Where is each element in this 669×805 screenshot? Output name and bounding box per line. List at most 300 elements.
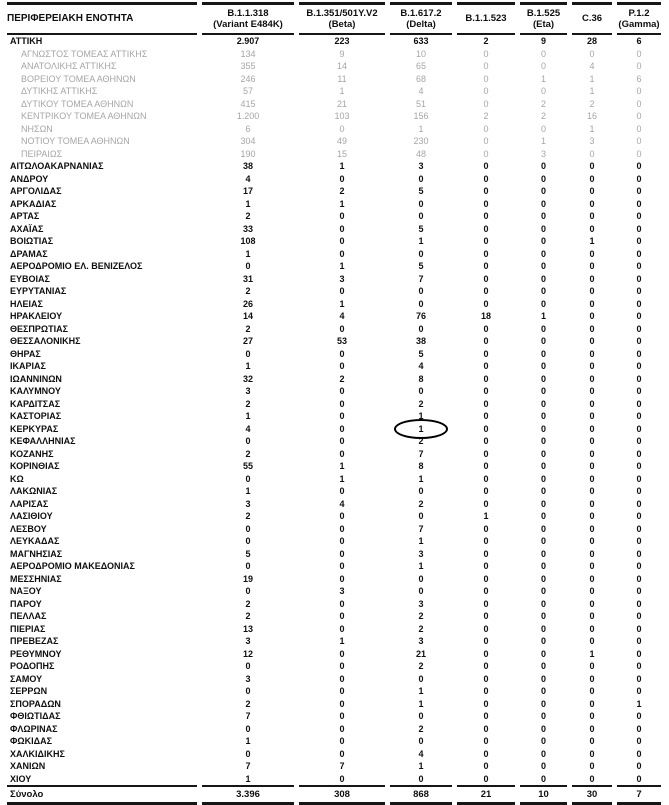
region-name: ΘΗΡΑΣ: [10, 348, 41, 359]
value-cell: 3: [418, 598, 424, 609]
value-cell: 2: [245, 398, 251, 409]
region-name: ΒΟΙΩΤΙΑΣ: [10, 236, 54, 246]
value-cell: 0: [483, 561, 489, 571]
value-cell: 32: [242, 373, 253, 384]
value-cell: 0: [540, 223, 546, 234]
value-cell: 1: [483, 511, 489, 521]
value-cell: 0: [540, 623, 546, 634]
value-cell: 2: [483, 36, 489, 46]
table-row: [7, 410, 661, 423]
table-row: [7, 460, 661, 473]
value-cell: 3: [245, 636, 251, 646]
value-cell: 0: [339, 386, 345, 396]
table-row: [7, 235, 661, 248]
column-header-variant: [617, 2, 661, 35]
value-cell: 0: [483, 61, 489, 71]
value-cell: 0: [339, 223, 345, 234]
value-cell: 0: [418, 573, 424, 584]
value-cell: 0: [483, 498, 489, 509]
value-cell: 0: [589, 498, 595, 509]
value-cell: 8: [418, 373, 424, 384]
value-cell: 0: [589, 223, 595, 234]
value-cell: 0: [636, 661, 642, 671]
value-cell: 0: [339, 536, 345, 546]
region-name: ΒΟΡΕΙΟΥ ΤΟΜΕΑ ΑΘΗΝΩΝ: [21, 73, 136, 84]
value-cell: 2: [245, 611, 251, 621]
value-cell: 190: [240, 148, 256, 159]
table-row: [7, 185, 661, 198]
value-cell: 0: [589, 323, 595, 334]
value-cell: 12: [242, 648, 253, 659]
value-cell: 0: [540, 773, 546, 784]
value-cell: 7: [418, 448, 424, 459]
value-cell: 0: [483, 48, 489, 59]
value-cell: 0: [636, 511, 642, 521]
table-row: [7, 123, 661, 136]
value-cell: 1: [418, 536, 424, 546]
value-cell: 0: [589, 561, 595, 571]
region-name: ΚΕΡΚΥΡΑΣ: [10, 423, 59, 434]
value-cell: 0: [636, 298, 642, 309]
value-cell: 0: [636, 636, 642, 646]
value-cell: 27: [242, 336, 253, 346]
value-cell: 19: [242, 573, 253, 584]
value-cell: 0: [636, 761, 642, 771]
value-cell: 0: [339, 611, 345, 621]
table-body: [7, 35, 661, 785]
value-cell: 0: [483, 423, 489, 434]
value-cell: 1: [418, 236, 424, 246]
value-cell: 0: [636, 48, 642, 59]
value-cell: 0: [589, 423, 595, 434]
value-cell: 0: [418, 511, 424, 521]
value-cell: 0: [540, 423, 546, 434]
value-cell: 0: [636, 198, 642, 209]
value-cell: 0: [540, 548, 546, 559]
value-cell: 3: [339, 273, 345, 284]
value-cell: 38: [242, 161, 253, 171]
value-cell: 0: [418, 586, 424, 596]
table-row: [7, 635, 661, 648]
value-cell: 0: [636, 561, 642, 571]
table-row: [7, 98, 661, 111]
table-row: [7, 310, 661, 323]
value-cell: 0: [589, 673, 595, 684]
value-cell: 0: [483, 323, 489, 334]
value-cell: 38: [415, 336, 426, 346]
value-cell: 0: [540, 211, 546, 221]
value-cell: 49: [336, 136, 347, 146]
table-row: [7, 585, 661, 598]
value-cell: 0: [245, 686, 251, 696]
value-cell: 0: [483, 586, 489, 596]
value-cell: 0: [589, 761, 595, 771]
value-cell: 0: [540, 248, 546, 259]
region-name: ΣΠΟΡΑΔΩΝ: [10, 698, 61, 709]
value-cell: 0: [540, 286, 546, 296]
value-cell: 0: [339, 661, 345, 671]
value-cell: 1: [589, 648, 595, 659]
value-cell: 0: [483, 523, 489, 534]
value-cell: 0: [483, 248, 489, 259]
value-cell: 0: [245, 748, 251, 759]
value-cell: 7: [418, 273, 424, 284]
value-cell: 0: [589, 723, 595, 734]
region-name: ΘΕΣΣΑΛΟΝΙΚΗΣ: [10, 336, 81, 346]
value-cell: 0: [540, 486, 546, 496]
value-cell: 0: [589, 386, 595, 396]
table-row: [7, 260, 661, 273]
value-cell: 3: [245, 498, 251, 509]
table-row: [7, 360, 661, 373]
value-cell: 0: [540, 561, 546, 571]
value-cell: 0: [636, 261, 642, 271]
value-cell: 1: [540, 311, 546, 321]
value-cell: 51: [415, 98, 426, 109]
value-cell: 4: [418, 361, 424, 371]
value-cell: 0: [540, 723, 546, 734]
value-cell: 0: [418, 323, 424, 334]
value-cell: 0: [483, 86, 489, 96]
table-row: [7, 448, 661, 461]
value-cell: 0: [636, 423, 642, 434]
value-cell: 13: [242, 623, 253, 634]
value-cell: 0: [418, 286, 424, 296]
table-row: [7, 748, 661, 761]
value-cell: 2: [418, 723, 424, 734]
region-name: ΧΑΛΚΙΔΙΚΗΣ: [10, 748, 65, 759]
value-cell: 304: [240, 136, 256, 146]
value-cell: 0: [483, 298, 489, 309]
column-header-variant: [390, 2, 452, 35]
region-name: ΧΙΟΥ: [10, 773, 32, 784]
table-row: [7, 273, 661, 286]
value-cell: 0: [418, 386, 424, 396]
value-cell: 6: [636, 73, 642, 84]
value-cell: 2: [418, 398, 424, 409]
value-cell: 0: [540, 186, 546, 196]
value-cell: 4: [245, 423, 251, 434]
region-name: ΑΧΑΪΑΣ: [10, 223, 44, 234]
table-row: [7, 323, 661, 336]
value-cell: 0: [540, 748, 546, 759]
value-cell: 2: [418, 498, 424, 509]
region-name: ΑΤΤΙΚΗ: [10, 36, 43, 46]
value-cell: 0: [418, 298, 424, 309]
table-row: [7, 473, 661, 486]
value-cell: 0: [540, 673, 546, 684]
table-row: [7, 160, 661, 173]
value-cell: 0: [540, 448, 546, 459]
value-cell: 0: [540, 473, 546, 484]
value-cell: 0: [589, 661, 595, 671]
column-header-variant: [572, 2, 612, 35]
region-name: ΦΛΩΡΙΝΑΣ: [10, 723, 58, 734]
total-value-cell: 21: [457, 785, 515, 805]
value-cell: 0: [483, 473, 489, 484]
value-cell: 0: [418, 173, 424, 184]
value-cell: 2: [418, 611, 424, 621]
value-cell: 2: [245, 286, 251, 296]
value-cell: 230: [413, 136, 429, 146]
value-cell: 53: [336, 336, 347, 346]
value-cell: 0: [540, 511, 546, 521]
value-cell: 134: [240, 48, 256, 59]
value-cell: 0: [540, 236, 546, 246]
value-cell: 0: [589, 536, 595, 546]
table-row: [7, 685, 661, 698]
value-cell: 0: [540, 61, 546, 71]
value-cell: 1: [636, 698, 642, 709]
table-row: [7, 660, 661, 673]
value-cell: 0: [483, 486, 489, 496]
value-cell: 2: [245, 448, 251, 459]
region-name: ΦΩΚΙΔΑΣ: [10, 736, 52, 746]
value-cell: 633: [413, 36, 429, 46]
value-cell: 0: [483, 623, 489, 634]
value-cell: 0: [589, 311, 595, 321]
table-row: [7, 698, 661, 711]
value-cell: 0: [540, 386, 546, 396]
variant-name: B.1.525: [526, 7, 561, 19]
total-value-cell: 3.396: [202, 785, 294, 805]
value-cell: 0: [418, 736, 424, 746]
value-cell: 5: [418, 186, 424, 196]
value-cell: 0: [589, 286, 595, 296]
value-cell: 1: [418, 561, 424, 571]
value-cell: 0: [540, 573, 546, 584]
value-cell: 0: [636, 311, 642, 321]
value-cell: 0: [589, 773, 595, 784]
value-cell: 76: [415, 311, 426, 321]
value-cell: 1: [540, 73, 546, 84]
table-row: [7, 760, 661, 773]
value-cell: 0: [540, 698, 546, 709]
value-cell: 2: [245, 511, 251, 521]
value-cell: 5: [245, 548, 251, 559]
column-header-variant: [520, 2, 567, 35]
value-cell: 0: [540, 373, 546, 384]
variant-name: C.36: [581, 13, 603, 25]
value-cell: 21: [336, 98, 347, 109]
value-cell: 0: [589, 198, 595, 209]
value-cell: 0: [636, 686, 642, 696]
value-cell: 0: [540, 161, 546, 171]
value-cell: 0: [589, 273, 595, 284]
value-cell: 0: [483, 98, 489, 109]
value-cell: 0: [636, 486, 642, 496]
region-name: ΚΟΡΙΝΘΙΑΣ: [10, 461, 60, 471]
value-cell: 0: [245, 661, 251, 671]
region-name: ΑΙΤΩΛΟΑΚΑΡΝΑΝΙΑΣ: [10, 161, 104, 171]
region-name: ΛΕΥΚΑΔΑΣ: [10, 536, 60, 546]
value-cell: 0: [483, 711, 489, 721]
value-cell: 0: [589, 748, 595, 759]
table-row: [7, 48, 661, 61]
total-value-cell: 30: [572, 785, 612, 805]
variants-by-region-table: [2, 2, 666, 805]
value-cell: 0: [540, 711, 546, 721]
value-cell: 0: [540, 198, 546, 209]
value-cell: 33: [242, 223, 253, 234]
value-cell: 0: [483, 286, 489, 296]
value-cell: 0: [636, 136, 642, 146]
value-cell: 0: [245, 523, 251, 534]
region-name: ΑΝΔΡΟΥ: [10, 173, 49, 184]
value-cell: 0: [589, 48, 595, 59]
value-cell: 0: [540, 523, 546, 534]
value-cell: 0: [589, 586, 595, 596]
value-cell: 3: [589, 136, 595, 146]
value-cell: 1: [418, 698, 424, 709]
value-cell: 0: [636, 173, 642, 184]
value-cell: 0: [636, 436, 642, 446]
total-value-cell: 308: [299, 785, 385, 805]
value-cell: 0: [589, 636, 595, 646]
region-name: ΛΑΡΙΣΑΣ: [10, 498, 49, 509]
value-cell: 0: [589, 161, 595, 171]
region-name: ΑΡΓΟΛΙΔΑΣ: [10, 186, 62, 196]
value-cell: 1: [245, 361, 251, 371]
value-cell: 0: [339, 123, 345, 134]
region-name: ΚΑΡΔΙΤΣΑΣ: [10, 398, 61, 409]
value-cell: 0: [339, 423, 345, 434]
value-cell: 0: [483, 686, 489, 696]
variant-who-label: (Variant E484K): [213, 19, 283, 30]
table-row: [7, 223, 661, 236]
value-cell: 0: [589, 173, 595, 184]
value-cell: 4: [339, 498, 345, 509]
region-name: ΚΟΖΑΝΗΣ: [10, 448, 54, 459]
value-cell: 6: [245, 123, 251, 134]
table-row: [7, 510, 661, 523]
region-name: ΚΑΣΤΟΡΙΑΣ: [10, 411, 62, 421]
region-name: ΚΩ: [10, 473, 24, 484]
value-cell: 0: [636, 536, 642, 546]
value-cell: 0: [589, 598, 595, 609]
table-row: [7, 35, 661, 48]
region-name: ΛΑΣΙΘΙΟΥ: [10, 511, 53, 521]
value-cell: 0: [483, 211, 489, 221]
value-cell: 0: [636, 773, 642, 784]
value-cell: 0: [339, 286, 345, 296]
table-row: [7, 623, 661, 636]
table-row: [7, 373, 661, 386]
value-cell: 0: [636, 111, 642, 121]
value-cell: 0: [540, 48, 546, 59]
value-cell: 0: [636, 673, 642, 684]
table-row: [7, 73, 661, 86]
total-label: Σύνολο: [7, 785, 197, 805]
region-name: ΛΕΣΒΟΥ: [10, 523, 47, 534]
value-cell: 0: [339, 773, 345, 784]
value-cell: 55: [242, 461, 253, 471]
region-name: ΑΕΡΟΔΡΟΜΙΟ ΕΛ. ΒΕΝΙΖΕΛΟΣ: [10, 261, 143, 271]
value-cell: 246: [240, 73, 256, 84]
value-cell: 0: [483, 673, 489, 684]
region-name: ΠΙΕΡΙΑΣ: [10, 623, 46, 634]
value-cell: 0: [636, 736, 642, 746]
value-cell: 0: [483, 436, 489, 446]
value-cell: 0: [483, 73, 489, 84]
value-cell: 0: [540, 273, 546, 284]
region-name: ΕΥΡΥΤΑΝΙΑΣ: [10, 286, 67, 296]
value-cell: 0: [483, 736, 489, 746]
value-cell: 0: [636, 148, 642, 159]
value-cell: 0: [540, 411, 546, 421]
value-cell: 0: [483, 136, 489, 146]
value-cell: 1: [245, 773, 251, 784]
table-row: [7, 435, 661, 448]
value-cell: 0: [418, 486, 424, 496]
value-cell: 0: [636, 498, 642, 509]
value-cell: 1: [339, 636, 345, 646]
value-cell: 0: [636, 711, 642, 721]
value-cell: 0: [483, 548, 489, 559]
value-cell: 0: [483, 123, 489, 134]
value-cell: 0: [540, 686, 546, 696]
value-cell: 3: [339, 586, 345, 596]
value-cell: 0: [589, 373, 595, 384]
value-cell: 1: [418, 123, 424, 134]
value-cell: 1: [589, 123, 595, 134]
value-cell: 21: [415, 648, 426, 659]
table-row: [7, 398, 661, 411]
value-cell: 0: [589, 448, 595, 459]
value-cell: 0: [589, 336, 595, 346]
value-cell: 2: [589, 98, 595, 109]
value-cell: 1: [339, 86, 345, 96]
value-cell: 0: [589, 486, 595, 496]
value-cell: 0: [636, 211, 642, 221]
value-cell: 0: [636, 623, 642, 634]
value-cell: 0: [636, 386, 642, 396]
table-row: [7, 85, 661, 98]
value-cell: 3: [245, 386, 251, 396]
value-cell: 0: [540, 586, 546, 596]
table-row: [7, 298, 661, 311]
value-cell: 0: [418, 248, 424, 259]
region-name: ΑΡΤΑΣ: [10, 211, 40, 221]
value-cell: 0: [636, 586, 642, 596]
value-cell: 0: [339, 236, 345, 246]
value-cell: 1.200: [236, 111, 260, 121]
value-cell: 2: [245, 323, 251, 334]
value-cell: 0: [540, 736, 546, 746]
value-cell: 0: [483, 661, 489, 671]
region-name: ΙΚΑΡΙΑΣ: [10, 361, 46, 371]
value-cell: 0: [483, 273, 489, 284]
value-cell: 0: [636, 398, 642, 409]
value-cell: 0: [636, 223, 642, 234]
value-cell: 17: [242, 186, 253, 196]
value-cell: 2: [245, 211, 251, 221]
value-cell: 0: [483, 761, 489, 771]
value-cell: 15: [336, 148, 347, 159]
value-cell: 3: [245, 673, 251, 684]
value-cell: 31: [242, 273, 253, 284]
value-cell: 1: [418, 686, 424, 696]
value-cell: 0: [483, 636, 489, 646]
region-name: ΝΗΣΩΝ: [21, 123, 53, 134]
total-value-cell: 868: [390, 785, 452, 805]
value-cell: 0: [636, 648, 642, 659]
value-cell: 4: [589, 61, 595, 71]
value-cell: 0: [483, 261, 489, 271]
value-cell: 0: [540, 323, 546, 334]
value-cell: 10: [415, 48, 426, 59]
value-cell: 57: [242, 86, 253, 96]
